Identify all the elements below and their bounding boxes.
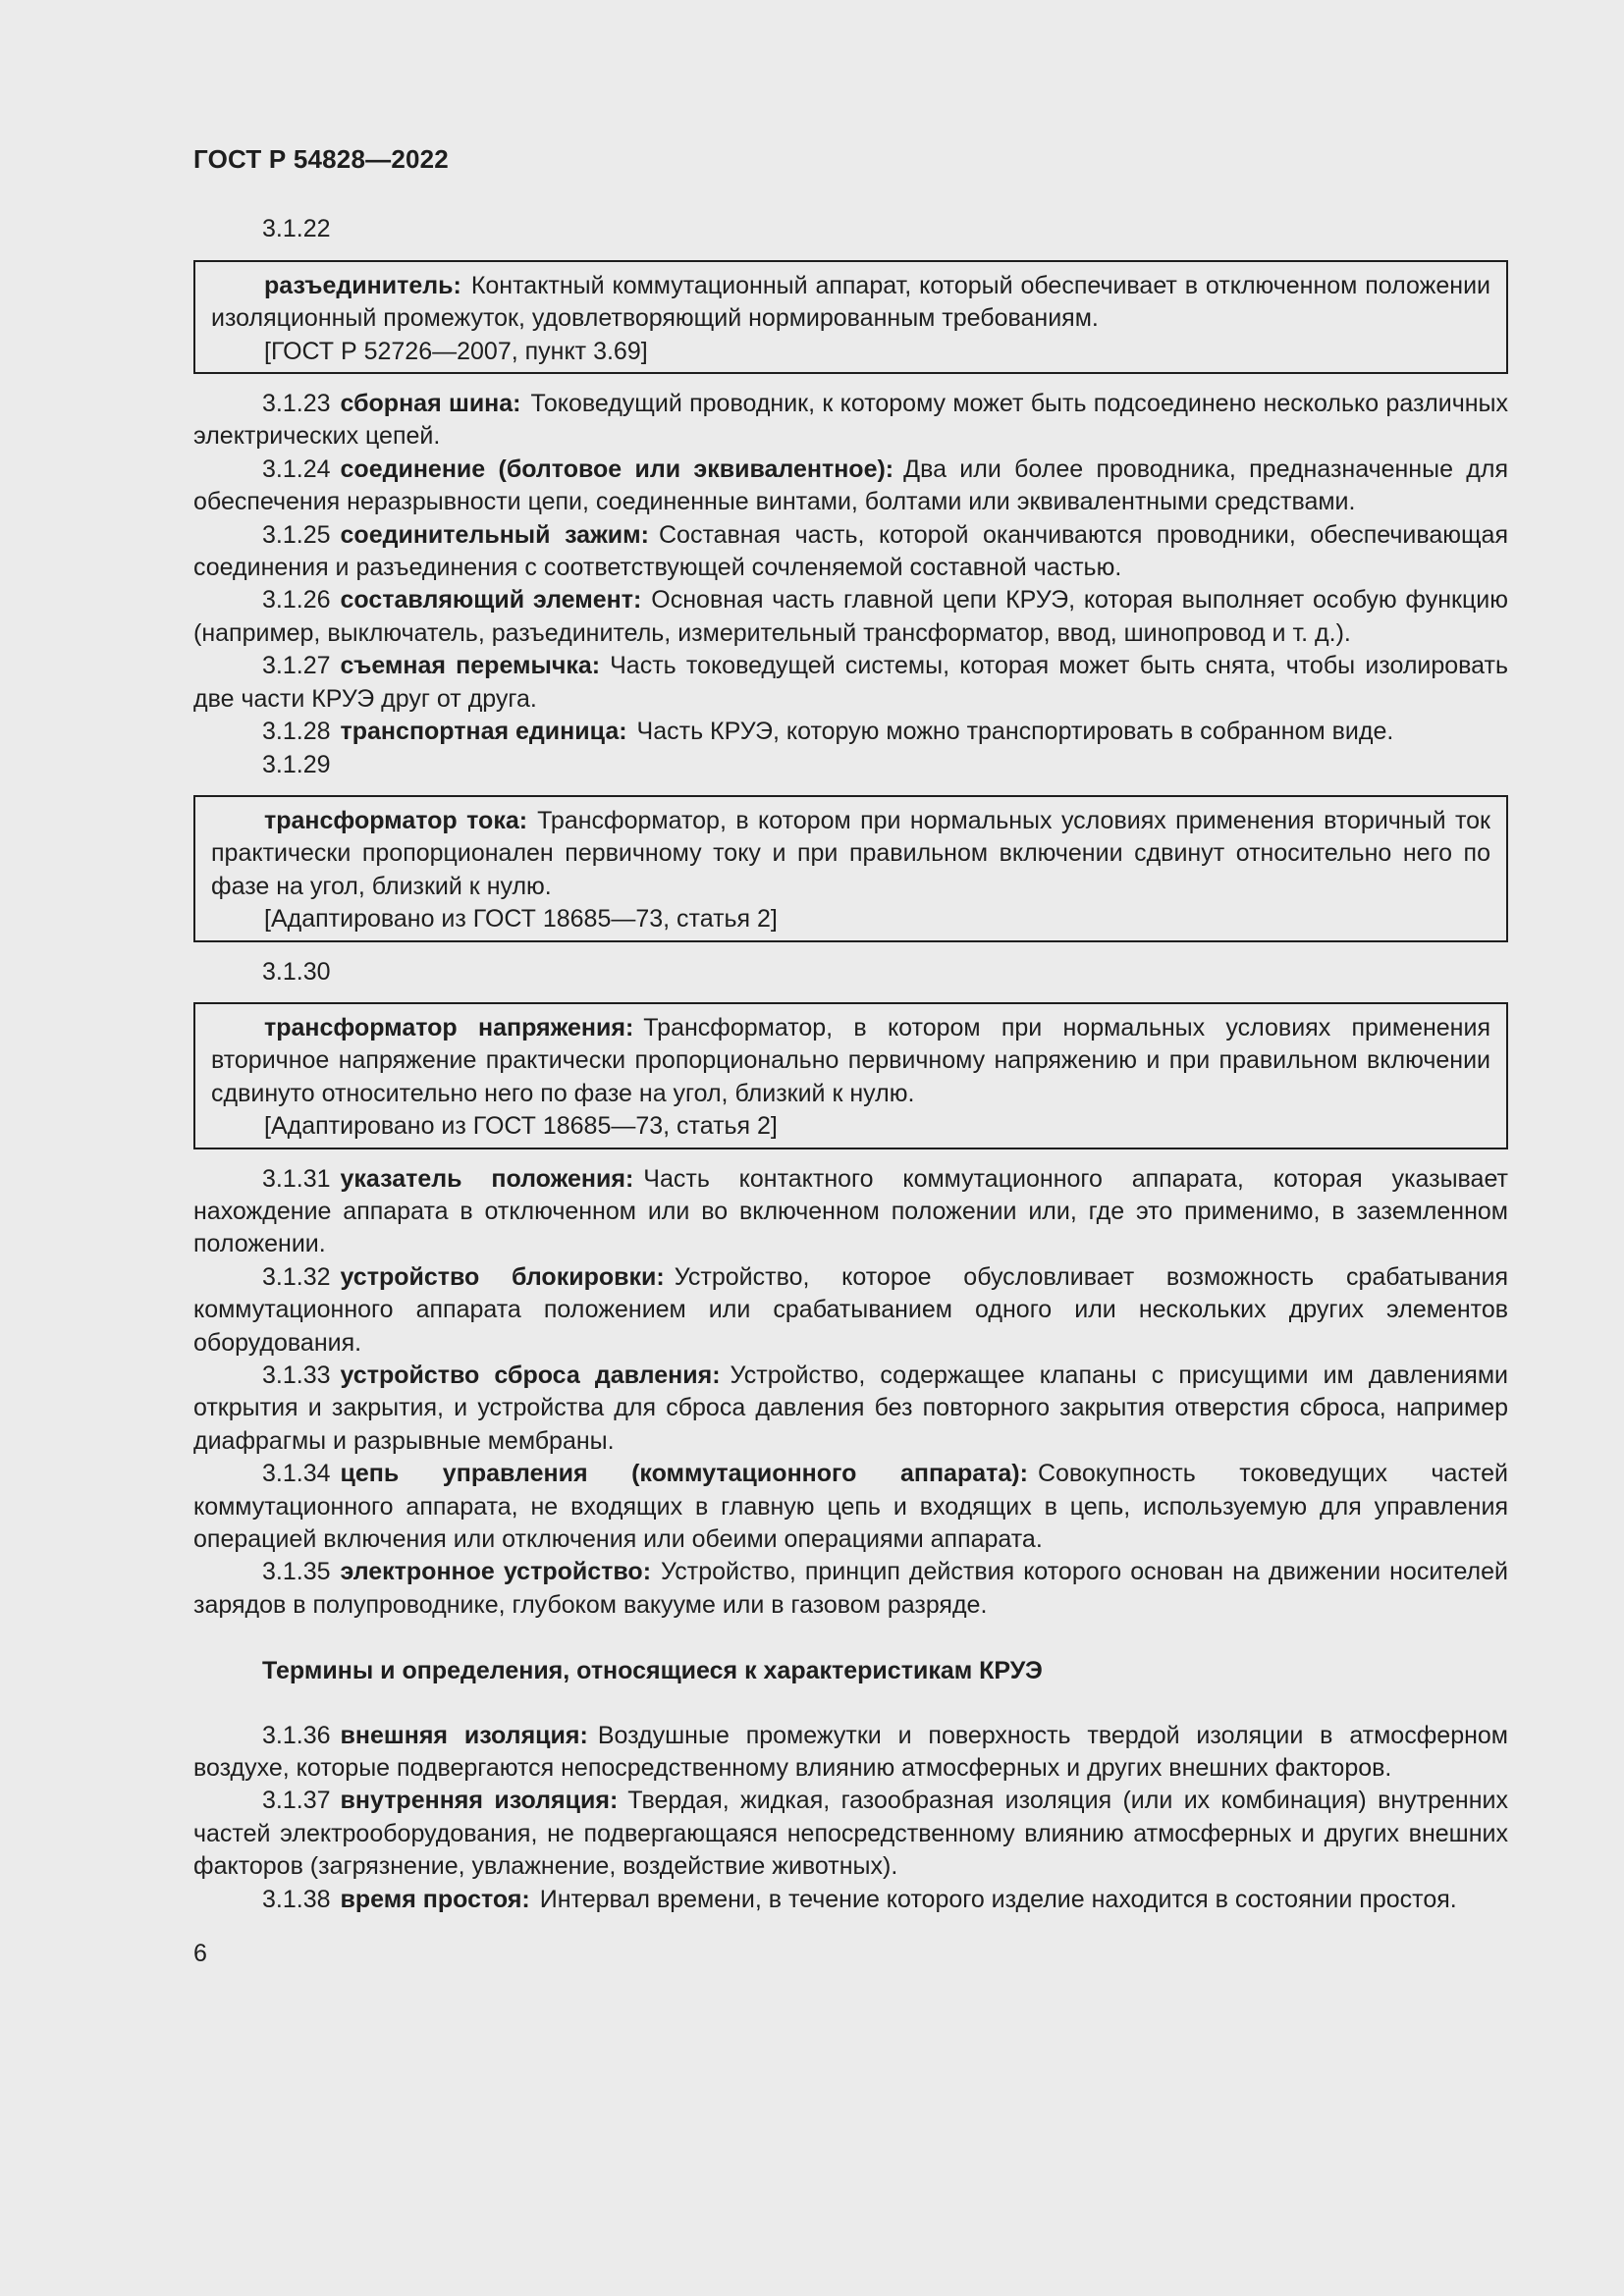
- document-page: [193, 143, 1508, 1971]
- term: внешняя изоляция:: [340, 1721, 588, 1749]
- entry-number: 3.1.37: [262, 1787, 331, 1815]
- document-header: ГОСТ Р 54828—2022: [193, 144, 449, 174]
- entry-number: 3.1.34: [262, 1460, 331, 1488]
- entry-number: 3.1.24: [262, 454, 331, 483]
- definition-paragraph: [193, 1720, 1508, 1786]
- definition-text: Основная часть главной цепи КРУЭ, которая выполняет особую функцию (например, выключатель, разъединитель, измерительный трансформатор, ввод, шинопровод и т. д.).: [193, 586, 1508, 647]
- definition-text: Токоведущий проводник, к которому может быть подсоединено несколько различных электрических цепей.: [193, 390, 1508, 451]
- definition-paragraph: [193, 1163, 1508, 1261]
- entry-number: 3.1.33: [262, 1362, 331, 1389]
- definition-text: Контактный коммутационный аппарат, который обеспечивает в отключенном положении изоляционный промежуток, удовлетворяющий нормированным требованиям.: [211, 271, 1490, 333]
- definition-paragraph: [193, 454, 1508, 519]
- definition-text: Часть контактного коммутационного аппарата, которая указывает нахождение аппарата в отключенном или во включенном положении или, где это применимо, в заземленном положении.: [193, 1164, 1508, 1258]
- definition-text: Трансформатор, в котором при нормальных условиях применения вторичное напряжение практически пропорционально первичному напряжению и при правильном включении сдвинуто относительно него по фазе на угол, близкий к нулю.: [211, 1013, 1490, 1107]
- definition-text: Совокупность токоведущих частей коммутационного аппарата, не входящих в главную цепь и входящих в цепь, используемую для управления операцией включения или отключения или обеими операциями аппарата.: [193, 1460, 1508, 1554]
- term: указатель положения:: [340, 1164, 634, 1193]
- definition-text: Воздушные промежутки и поверхность твердой изоляции в атмосферном воздухе, которые подвергаются непосредственному влиянию атмосферных и других внешних факторов.: [193, 1721, 1508, 1783]
- definition-source: [ГОСТ Р 52726—2007, пункт 3.69]: [264, 337, 648, 365]
- definition-paragraph: [193, 388, 1508, 454]
- definition-paragraph: [193, 1884, 1508, 1916]
- term: трансформатор напряжения:: [264, 1013, 634, 1041]
- term: электронное устройство:: [340, 1558, 652, 1586]
- term: трансформатор тока:: [264, 806, 528, 834]
- definition-text: Устройство, которое обусловливает возможность срабатывания коммутационного аппарата положением или срабатыванием одного или нескольких других элементов оборудования.: [193, 1262, 1508, 1357]
- term: устройство блокировки:: [340, 1262, 665, 1291]
- term: внутренняя изоляция:: [340, 1787, 619, 1815]
- definition-text: Устройство, содержащее клапаны с присущими им давлениями открытия и закрытия, и устройства для сброса давления без повторного закрытия отверстия сброса, например диафрагмы и разрывные мембраны.: [193, 1362, 1508, 1455]
- entry-number: 3.1.30: [262, 957, 331, 986]
- entry-number: 3.1.36: [262, 1721, 331, 1749]
- entry-number: 3.1.31: [262, 1164, 331, 1193]
- entry-number: 3.1.25: [262, 520, 331, 549]
- entry-number: 3.1.28: [262, 718, 331, 746]
- definition-paragraph: [193, 716, 1508, 748]
- term: сборная шина:: [340, 390, 521, 418]
- term: время простоя:: [340, 1885, 530, 1913]
- definition-paragraph: [193, 1785, 1508, 1883]
- page-number: 6: [193, 1940, 207, 1968]
- definition-paragraph: [193, 1458, 1508, 1556]
- definition-paragraph: [193, 584, 1508, 650]
- definition-paragraph: [193, 1261, 1508, 1360]
- definition-paragraph: [211, 270, 1490, 336]
- definition-text: Твердая, жидкая, газообразная изоляция (или их комбинация) внутренних частей электрооборудования, не подвергающаяся непосредственному влиянию атмосферных и других внешних факторов (загрязнение, увлажнение, воздействие животных).: [193, 1787, 1508, 1881]
- entry-number: 3.1.29: [262, 750, 331, 778]
- entry-number: 3.1.23: [262, 390, 331, 418]
- quoted-definition-box: [193, 1002, 1508, 1149]
- definition-text: Часть токоведущей системы, которая может быть снята, чтобы изолировать две части КРУЭ друг от друга.: [193, 652, 1509, 713]
- term: соединение (болтовое или эквивалентное):: [340, 454, 894, 483]
- definition-text: Трансформатор, в котором при нормальных условиях применения вторичный ток практически пропорционален первичному току и при правильном включении сдвинут относительно него по фазе на угол, близкий к нулю.: [211, 806, 1490, 900]
- definition-text: Составная часть, которой оканчиваются проводники, обеспечивающая соединения и разъединения с соответствующей сочленяемой составной частью.: [193, 520, 1508, 582]
- definition-paragraph: [193, 650, 1508, 716]
- entry-number: 3.1.35: [262, 1558, 331, 1586]
- definition-paragraph: [193, 1360, 1508, 1458]
- term: цепь управления (коммутационного аппарата):: [340, 1460, 1028, 1488]
- entry-number: 3.1.38: [262, 1885, 331, 1913]
- definition-text: Часть КРУЭ, которую можно транспортировать в собранном виде.: [636, 718, 1394, 746]
- definition-paragraph: [193, 1556, 1508, 1622]
- definition-text: Два или более проводника, предназначенные для обеспечения неразрывности цепи, соединенные винтами, болтами или эквивалентными средствами.: [193, 454, 1508, 516]
- entry-number: 3.1.27: [262, 652, 331, 680]
- definition-text: Интервал времени, в течение которого изделие находится в состоянии простоя.: [539, 1885, 1457, 1913]
- definition-source: [Адаптировано из ГОСТ 18685—73, статья 2]: [264, 1112, 778, 1141]
- entry-number: 3.1.32: [262, 1262, 331, 1291]
- definition-paragraph: [211, 805, 1490, 903]
- term: составляющий элемент:: [340, 586, 642, 614]
- term: транспортная единица:: [340, 718, 627, 746]
- term: устройство сброса давления:: [340, 1362, 721, 1389]
- entry-number: 3.1.26: [262, 586, 331, 614]
- term: разъединитель:: [264, 271, 461, 299]
- term: съемная перемычка:: [340, 652, 601, 680]
- entry-number: 3.1.22: [262, 215, 331, 243]
- quoted-definition-box: [193, 795, 1508, 942]
- definition-source: [Адаптировано из ГОСТ 18685—73, статья 2]: [264, 905, 778, 934]
- section-heading: Термины и определения, относящиеся к характеристикам КРУЭ: [262, 1657, 1043, 1685]
- definition-paragraph: [211, 1012, 1490, 1110]
- definition-text: Устройство, принцип действия которого основан на движении носителей зарядов в полупроводнике, глубоком вакууме или в газовом разряде.: [193, 1558, 1509, 1619]
- quoted-definition-box: [193, 260, 1508, 374]
- term: соединительный зажим:: [340, 520, 649, 549]
- definition-paragraph: [193, 519, 1508, 585]
